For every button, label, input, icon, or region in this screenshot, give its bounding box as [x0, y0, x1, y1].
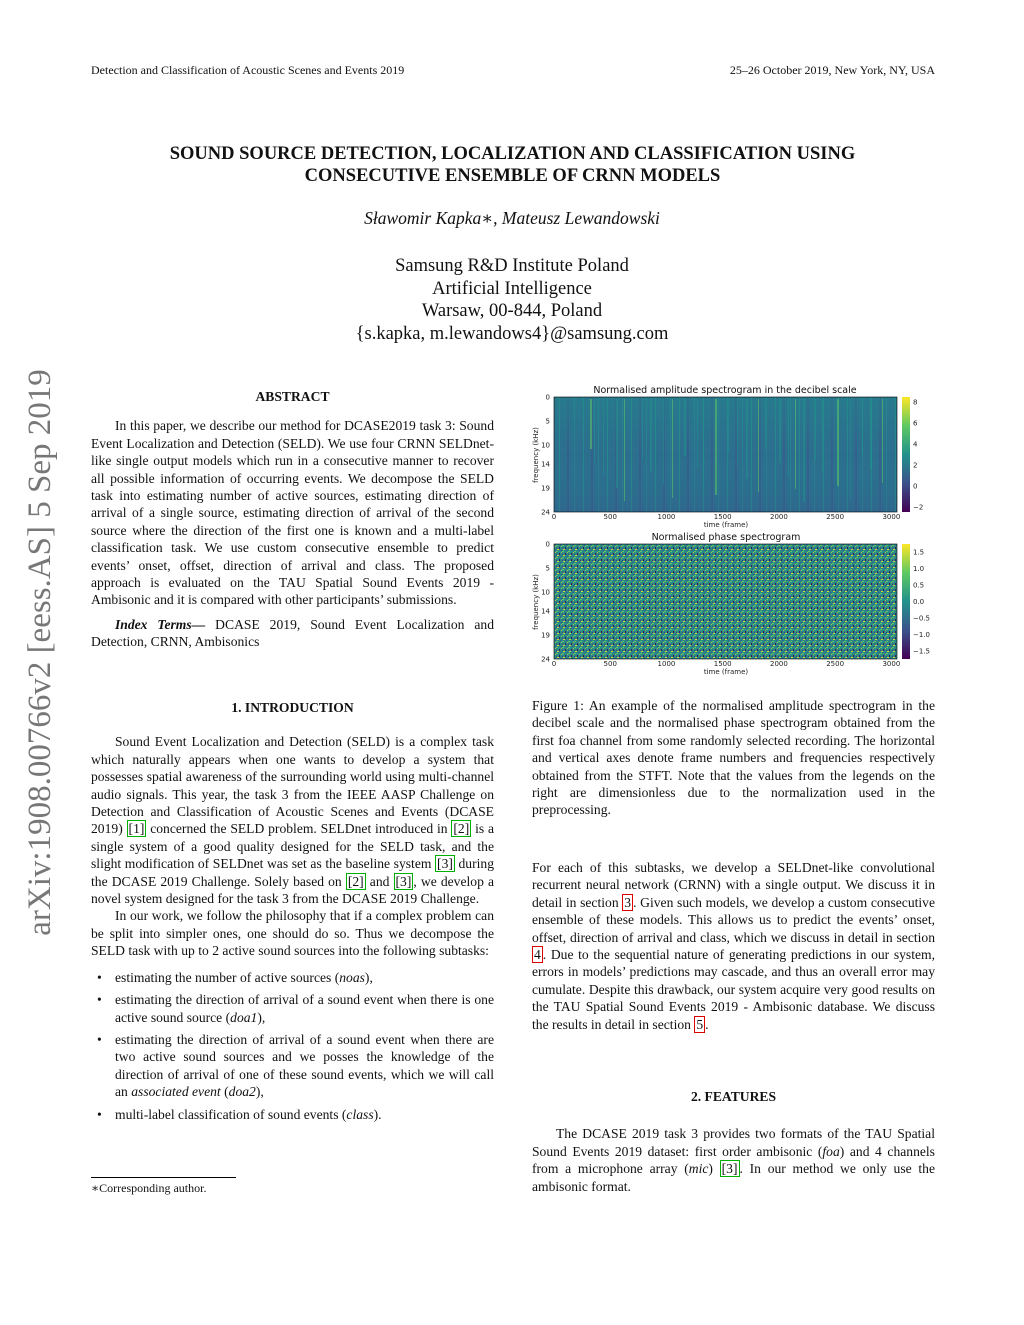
title-line-1: SOUND SOURCE DETECTION, LOCALIZATION AND CLASSIFICATION USING	[169, 144, 856, 164]
y-tick-label: 10	[541, 588, 550, 597]
abstract-text: In this paper, we describe our method for DCASE2019 task 3: Sound Event Localization and Detection (SELD). We use four CRNN SELDnet-like single output models which run in a consecutive manner to recover all possible information of occurring events. We decompose the SELD task into estimating number of active sources, estimating direction of arrival of a single source, estimating direction of arrival of the second source where the direction of the first one is known and a multi-label classification task. We use custom consecutive ensemble to predict events’ onset, offset, direction of arrival and class. The proposed approach is evaluated on the TAU Spatial Sound Events 2019 - Ambisonic and it is compared with other participants’ submissions.	[91, 418, 494, 608]
body-text: For each of this subtasks, we develop a SELDnet-like convolutional recurrent neural network (CRNN) with a single output. We discuss it in detail in section	[532, 860, 935, 910]
citation-link[interactable]: [3]	[437, 856, 453, 872]
intro-paragraph-1	[91, 733, 494, 907]
x-tick-label: 500	[603, 660, 617, 668]
x-tick-label: 3000	[882, 660, 901, 668]
affiliation-line-1: Samsung R&D Institute Poland	[395, 256, 629, 276]
list-item: • multi-label classification of sound events (class).	[91, 1106, 494, 1123]
citation-link[interactable]: [3]	[721, 1161, 738, 1177]
affiliation-line-2: Artificial Intelligence	[432, 278, 592, 299]
body-text: . In our method we only use the ambisonic format.	[532, 1161, 935, 1194]
introduction-section	[91, 699, 494, 1128]
spectrogram-streak	[746, 399, 748, 479]
amplitude-y-ticks	[541, 394, 550, 517]
y-tick-label: 14	[541, 460, 550, 469]
figure-caption: Figure 1: An example of the normalised amplitude spectrogram in the decibel scale and the normalised phase spectrogram obtained from the first foa channel from some randomly selected recording. The horizontal and vertical axes denote frame numbers and frequencies respectively obtained from the STFT. Note that the values from the legends on the right are dimensionless due to the normalization used in the preprocessing.	[532, 698, 935, 818]
spectrogram-streak	[737, 399, 738, 466]
authors: Sławomir Kapka∗, Mateusz Lewandowski	[364, 208, 660, 228]
index-terms-text: DCASE 2019, Sound Event Localization and Detection, CRNN, Ambisonics	[91, 616, 494, 650]
spectrogram-streak	[795, 399, 796, 489]
spectrogram-streak	[715, 399, 717, 495]
intro-paragraph-2: In our work, we follow the philosophy that if a complex problem can be split into simpler ones, one should do so. Thus we decompose the SELD task with up to 2 active sound sources into the following subtasks:	[91, 908, 494, 959]
spectrogram-figure	[532, 383, 942, 683]
y-tick-label: 24	[541, 508, 550, 517]
colorbar-tick-label: 0.0	[913, 598, 925, 606]
subtask-list	[91, 969, 494, 1123]
colorbar-tick-label: 6	[913, 419, 918, 428]
affiliation-email: {s.kapka, m.lewandows4}@samsung.com	[355, 323, 669, 344]
x-tick-label: 1000	[657, 660, 676, 668]
amplitude-y-label: frequency (kHz)	[532, 427, 540, 483]
spectrogram-streak	[697, 399, 698, 469]
y-tick-label: 0	[545, 393, 550, 402]
intro-text: Sound Event Localization and Detection (SELD) is a complex task which naturally appears when one wants to develop a system that possesses spatial awareness of the surrounding world using multi-channel audio signals. This year, the task 3 from the IEEE AASP Challenge on Detection and Classification of Acoustic Scenes and Events (DCASE 2019)	[91, 734, 494, 837]
arxiv-stamp	[22, 355, 58, 950]
y-tick-label: 24	[541, 655, 550, 664]
spectrogram-streak	[837, 399, 839, 486]
index-terms-label: Index Terms—	[115, 616, 206, 632]
affiliation	[0, 255, 1024, 345]
spectrogram-streak	[779, 399, 781, 463]
intro-text: and	[365, 873, 394, 889]
colorbar-tick-label: 0	[913, 482, 918, 491]
y-tick-label: 19	[541, 484, 550, 493]
colorbar-tick-label: −0.5	[913, 614, 930, 623]
intro-text: , we develop a novel system designed for the task 3 from the DCASE 2019 Challenge.	[91, 873, 494, 907]
spectrogram-streak	[882, 399, 883, 483]
spectrogram-streak	[650, 399, 652, 472]
phase-x-ticks	[552, 660, 901, 668]
spectrogram-streak	[603, 399, 604, 475]
spectrogram-streak	[663, 399, 664, 485]
body-text: mic	[688, 1161, 709, 1177]
x-tick-label: 2500	[826, 513, 845, 521]
x-tick-label: 3000	[882, 513, 901, 521]
figure-1	[532, 383, 942, 683]
spectrogram-streak	[684, 399, 686, 456]
index-terms	[91, 616, 494, 651]
spectrogram-streak	[803, 399, 805, 502]
phase-colorbar	[902, 544, 910, 659]
spectrogram-streak	[590, 399, 592, 449]
y-tick-label: 5	[545, 417, 550, 426]
spectrogram-streak	[850, 399, 851, 499]
colorbar-tick-label: 2	[913, 461, 918, 470]
paper-title	[90, 143, 935, 187]
intro-text: during the DCASE 2019 Challenge. Solely based on	[91, 856, 494, 889]
section-link[interactable]: 5	[696, 1016, 704, 1032]
list-item: • estimating the number of active sources (noas),	[91, 969, 494, 986]
body-text: . Given such models, we develop a custom consecutive ensemble of these models. This allows us to predict the events’ onset, offset, direction of arrival and class, which we discuss in detail in section	[532, 894, 936, 945]
body-text: foa	[822, 1143, 840, 1159]
colorbar-tick-label: −2	[913, 503, 924, 512]
spectrogram-streak	[624, 399, 625, 501]
features-paragraph	[532, 1125, 935, 1195]
running-header-left: Detection and Classification of Acoustic Scenes and Events 2019	[91, 63, 405, 77]
spectrogram-streak	[594, 399, 595, 462]
phase-spectrogram	[554, 544, 897, 659]
x-tick-label: 2000	[770, 660, 788, 668]
spectrogram-streak	[862, 399, 863, 457]
spectrogram-streak	[788, 399, 789, 476]
body-text: ) and 4 channels from a microphone array (	[532, 1143, 935, 1177]
subtasks-paragraph-block	[532, 859, 935, 1033]
spectrogram-streak	[815, 399, 816, 460]
amplitude-x-label: time (frame)	[703, 521, 749, 529]
spectrogram-streak	[616, 399, 618, 488]
spectrogram-streak	[728, 399, 729, 453]
spectrogram-streak	[765, 399, 766, 450]
footnote: ∗Corresponding author.	[91, 1181, 207, 1195]
features-section	[532, 1088, 935, 1195]
phase-x-label: time (frame)	[703, 668, 749, 676]
citation-link[interactable]: [1]	[128, 821, 145, 837]
x-tick-label: 500	[603, 513, 617, 521]
spectrogram-streak	[822, 399, 823, 473]
amplitude-x-ticks	[552, 513, 901, 521]
y-tick-label: 10	[541, 441, 550, 450]
y-tick-label: 0	[545, 540, 550, 549]
amplitude-colorbar-ticks	[913, 399, 923, 512]
colorbar-tick-label: 1.0	[913, 565, 925, 574]
body-text: The DCASE 2019 task 3 provides two formats of the TAU Spatial Sound Events 2019 dataset: first order ambisonic (	[532, 1126, 935, 1159]
y-tick-label: 14	[541, 607, 550, 616]
citation-link[interactable]: [2]	[453, 821, 470, 837]
amplitude-plot-title: Normalised amplitude spectrogram in the decibel scale	[593, 385, 857, 396]
colorbar-tick-label: 1.5	[913, 548, 925, 557]
body-text: .	[705, 1016, 709, 1032]
y-tick-label: 19	[541, 631, 550, 640]
x-tick-label: 1000	[657, 513, 676, 521]
x-tick-label: 2000	[770, 513, 788, 521]
colorbar-tick-label: 4	[913, 440, 918, 449]
title-line-2: CONSECUTIVE ENSEMBLE OF CRNN MODELS	[304, 166, 721, 186]
y-tick-label: 5	[545, 564, 550, 573]
amplitude-colorbar	[902, 397, 910, 512]
abstract-section	[91, 388, 494, 651]
x-tick-label: 2500	[826, 660, 845, 668]
x-tick-label: 1500	[713, 660, 732, 668]
features-heading: 2. FEATURES	[690, 1089, 777, 1104]
body-text: )	[708, 1161, 720, 1177]
list-item: • estimating the direction of arrival of a sound event when there are two active sound sources and we posses the knowledge of the direction of arrival of one of these sound events, which we will call an associated event (doa2),	[91, 1031, 494, 1101]
amplitude-spectrogram-shading	[554, 397, 897, 512]
colorbar-tick-label: 0.5	[913, 581, 925, 590]
abstract-heading: ABSTRACT	[255, 389, 330, 404]
spectrogram-streak	[642, 399, 643, 459]
x-tick-label: 0	[551, 513, 557, 521]
running-header-right: 25–26 October 2019, New York, NY, USA	[729, 63, 935, 77]
x-tick-label: 1500	[713, 513, 732, 521]
intro-text: is a single system of a good quality designed for the SELD task, and the slight modification of SELDnet was set as the baseline system	[91, 821, 495, 872]
citation-link[interactable]: [2]	[347, 873, 364, 889]
footnote-rule	[91, 1177, 236, 1178]
spectrogram-streak	[758, 399, 759, 492]
colorbar-tick-label: −1.0	[913, 630, 930, 639]
phase-y-label: frequency (kHz)	[532, 574, 540, 630]
colorbar-tick-label: −1.5	[913, 647, 930, 656]
intro-text: concerned the SELD problem. SELDnet introduced in	[146, 821, 452, 837]
affiliation-line-3: Warsaw, 00-844, Poland	[421, 301, 603, 321]
subtasks-paragraph	[532, 859, 935, 1033]
introduction-heading: 1. INTRODUCTION	[231, 700, 354, 715]
spectrogram-streak	[703, 399, 704, 482]
list-item: • estimating the direction of arrival of a sound event when there is one active sound source (doa1),	[91, 991, 494, 1026]
section-link[interactable]: 3	[624, 894, 632, 910]
body-text: . Due to the sequential nature of generating predictions in our system, errors in models’ predictions may cascade, and thus an overall error may cumulate. Despite this drawback, our system acquire very good results on the TAU Spatial Sound Events 2019 - Ambisonic database. We discuss the results in detail in section	[532, 947, 935, 1032]
x-tick-label: 0	[551, 660, 557, 668]
spectrogram-streak	[870, 399, 872, 470]
phase-colorbar-ticks	[913, 549, 930, 656]
phase-plot-title: Normalised phase spectrogram	[651, 532, 801, 543]
phase-y-ticks	[541, 541, 550, 664]
spectrogram-streak	[672, 399, 673, 498]
citation-link[interactable]: [3]	[395, 873, 412, 889]
section-link[interactable]: 4	[534, 947, 541, 963]
arxiv-id: arXiv:1908.00766v2 [eess.AS] 5 Sep 2019	[22, 369, 58, 936]
colorbar-tick-label: 8	[913, 398, 918, 407]
